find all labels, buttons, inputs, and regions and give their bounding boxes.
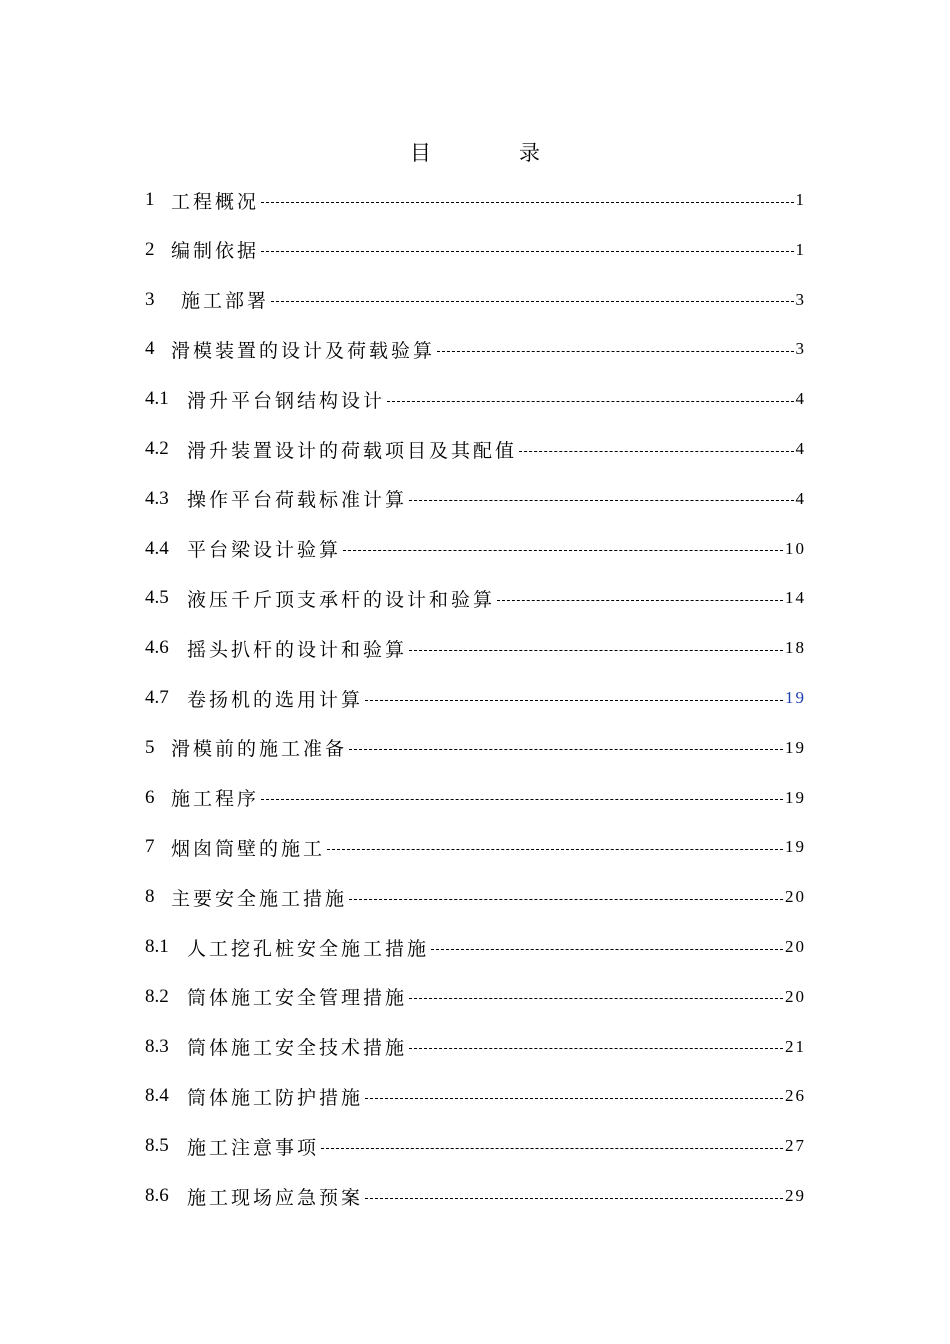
toc-entry-page-number: 19 xyxy=(785,737,806,757)
toc-entry-title: 平台梁设计验算 xyxy=(187,539,342,562)
toc-dot-leader xyxy=(365,1198,783,1199)
toc-entry-number: 8.3 xyxy=(145,1035,169,1057)
toc-entry-page-number: 29 xyxy=(785,1186,806,1205)
toc-entry-page-number: 14 xyxy=(785,588,806,608)
toc-dot-leader xyxy=(409,1048,783,1049)
toc-entry-title: 人工挖孔桩安全施工措施 xyxy=(187,937,430,960)
toc-entry-title: 操作平台荷载标准计算 xyxy=(187,489,408,512)
toc-dot-leader xyxy=(349,749,783,750)
toc-entry-page-number: 4 xyxy=(795,389,806,409)
toc-entry[interactable] xyxy=(145,733,806,763)
toc-entry[interactable] xyxy=(145,1081,806,1111)
toc-entry-title: 工程概况 xyxy=(171,190,260,213)
toc-entry-number: 8.5 xyxy=(145,1135,169,1157)
toc-dot-leader xyxy=(387,401,793,402)
toc-entry-title: 摇头扒杆的设计和验算 xyxy=(187,638,408,661)
toc-entry-title: 滑升装置设计的荷载项目及其配值 xyxy=(187,439,518,462)
toc-dot-leader xyxy=(431,949,783,950)
toc-entry[interactable] xyxy=(145,235,806,265)
toc-entry-title: 编制依据 xyxy=(171,240,260,263)
toc-entry-number: 4.2 xyxy=(145,438,169,459)
toc-entry[interactable] xyxy=(145,534,806,564)
toc-entry[interactable] xyxy=(145,832,806,862)
toc-entry-number: 4.4 xyxy=(145,537,169,559)
toc-entry[interactable] xyxy=(145,1032,806,1062)
toc-dot-leader xyxy=(497,600,783,601)
toc-entry-number: 6 xyxy=(145,786,155,808)
toc-entry[interactable] xyxy=(145,285,806,315)
toc-entry-number: 8.4 xyxy=(145,1085,169,1107)
toc-entry-page-number: 1 xyxy=(795,239,806,259)
toc-entry[interactable] xyxy=(145,185,806,215)
toc-dot-leader xyxy=(409,650,783,651)
toc-entry-title: 施工注意事项 xyxy=(187,1136,320,1159)
toc-entry-title: 滑模装置的设计及荷载验算 xyxy=(171,339,436,362)
toc-entry-number: 3 xyxy=(145,288,155,310)
title-left-char: 目 xyxy=(410,141,431,165)
toc-dot-leader xyxy=(365,700,783,701)
toc-entry-number: 4.5 xyxy=(145,587,169,609)
toc-dot-leader xyxy=(321,1148,783,1149)
toc-dot-leader xyxy=(261,799,783,800)
toc-entry-number: 8.6 xyxy=(145,1185,169,1206)
toc-dot-leader xyxy=(343,550,783,551)
toc-entry[interactable] xyxy=(145,434,806,464)
toc-entry-number: 8.1 xyxy=(145,936,169,957)
toc-entry-page-number: 10 xyxy=(785,538,806,558)
toc-entry-title: 筒体施工防护措施 xyxy=(187,1086,364,1109)
toc-entry-number: 2 xyxy=(145,238,155,260)
toc-entry-page-number: 26 xyxy=(785,1086,806,1106)
toc-entry[interactable] xyxy=(145,484,806,514)
toc-entry[interactable] xyxy=(145,932,806,962)
toc-entry-page-number: 19 xyxy=(785,837,806,857)
toc-entry-title: 筒体施工安全管理措施 xyxy=(187,987,408,1010)
toc-entry[interactable] xyxy=(145,334,806,364)
toc-entry[interactable] xyxy=(145,882,806,912)
toc-entry-page-number: 3 xyxy=(795,289,806,309)
title-right-char: 录 xyxy=(519,141,540,165)
toc-entry-title: 主要安全施工措施 xyxy=(171,887,348,910)
toc-dot-leader xyxy=(271,301,793,302)
toc-entry-page-number: 3 xyxy=(795,339,806,359)
toc-entry-page-number: 4 xyxy=(795,488,806,508)
toc-entry-title: 施工程序 xyxy=(171,788,260,811)
toc-dot-leader xyxy=(437,351,793,352)
toc-entry-number: 4.1 xyxy=(145,388,169,410)
toc-entry-number: 8.2 xyxy=(145,985,169,1007)
toc-entry[interactable] xyxy=(145,783,806,813)
toc-entry[interactable] xyxy=(145,583,806,613)
toc-dot-leader xyxy=(327,849,783,850)
toc-entry-title: 施工现场应急预案 xyxy=(187,1186,364,1209)
toc-dot-leader xyxy=(409,500,793,501)
toc-dot-leader xyxy=(349,899,783,900)
toc-entry[interactable] xyxy=(145,1181,806,1211)
toc-entry[interactable] xyxy=(145,683,806,713)
toc-entry-title: 施工部署 xyxy=(181,290,270,313)
toc-entry-number: 1 xyxy=(145,189,155,210)
toc-entry-number: 4.7 xyxy=(145,687,169,708)
toc-entry[interactable] xyxy=(145,384,806,414)
toc-entry-title: 滑模前的施工准备 xyxy=(171,738,348,761)
toc-entry-number: 4.3 xyxy=(145,487,169,509)
toc-entry-title: 筒体施工安全技术措施 xyxy=(187,1037,408,1060)
toc-dot-leader xyxy=(365,1098,783,1099)
toc-entry-page-number: 18 xyxy=(785,638,806,658)
toc-entry-number: 7 xyxy=(145,836,155,858)
toc-entry-page-number: 20 xyxy=(785,937,806,956)
toc-entry-number: 4.6 xyxy=(145,637,169,659)
toc-entry-number: 4 xyxy=(145,338,155,360)
toc-entry-page-number: 21 xyxy=(785,1036,806,1056)
toc-entry[interactable] xyxy=(145,1131,806,1161)
toc-entry-title: 卷扬机的选用计算 xyxy=(187,688,364,711)
toc-entry-page-number: 4 xyxy=(795,439,806,458)
toc-entry-title: 烟囱筒壁的施工 xyxy=(171,837,326,860)
toc-dot-leader xyxy=(409,998,783,999)
toc-entry-title: 滑升平台钢结构设计 xyxy=(187,389,386,412)
toc-entry-page-number: 27 xyxy=(785,1136,806,1156)
toc-entry-page-number: 20 xyxy=(785,887,806,907)
toc-entry-page-number: 19 xyxy=(785,688,806,707)
toc-entry-page-number: 19 xyxy=(785,787,806,807)
toc-entry[interactable] xyxy=(145,982,806,1012)
toc-entry-page-number: 20 xyxy=(785,986,806,1006)
toc-entry[interactable] xyxy=(145,633,806,663)
toc-dot-leader xyxy=(261,251,793,252)
toc-entry-number: 8 xyxy=(145,886,155,908)
toc-entry-page-number: 1 xyxy=(795,190,806,209)
toc-dot-leader xyxy=(261,202,793,203)
toc-entry-title: 液压千斤顶支承杆的设计和验算 xyxy=(187,588,496,611)
page-title xyxy=(0,137,950,167)
toc-dot-leader xyxy=(519,451,793,452)
toc-entry-number: 5 xyxy=(145,736,155,758)
